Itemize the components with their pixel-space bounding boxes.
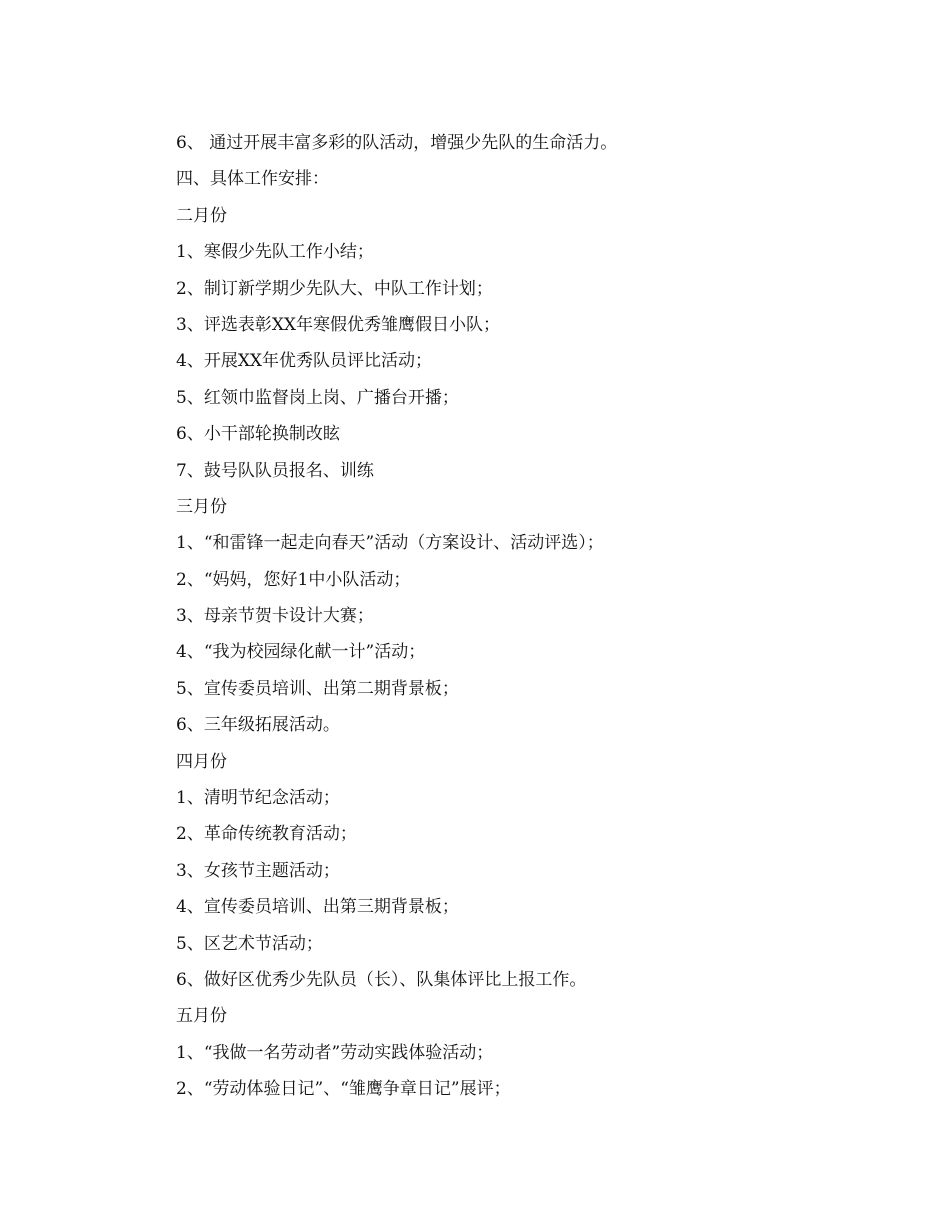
section-heading-schedule: 四、具体工作安排： [176,169,329,190]
list-item: 2、革命传统教育活动； [176,824,357,845]
list-item: 5、区艺术节活动； [176,933,323,954]
list-item: 2、制订新学期少先队大、中队工作计划； [176,278,493,299]
list-item: 3、评选表彰XX年寒假优秀雏鹰假日小队； [176,314,501,335]
list-item: 4、“我为校园绿化献一计”活动； [176,642,426,663]
list-item-goal-6: 6、 通过开展丰富多彩的队活动，增强少先队的生命活力。 [176,133,618,153]
list-item: 2、“劳动体验日记”、“雏鹰争章日记”展评； [176,1079,511,1100]
list-item: 1、“我做一名劳动者”劳动实践体验活动； [176,1042,494,1063]
list-item: 5、红领巾监督岗上岗、广播台开播； [176,387,459,408]
list-item: 6、三年级拓展活动。 [176,715,340,736]
list-item: 3、女孩节主题活动； [176,860,340,881]
list-item: 1、清明节纪念活动； [176,788,340,809]
list-item: 1、“和雷锋一起走向春天”活动（方案设计、活动评选）； [176,533,604,554]
document-body [176,125,876,1108]
list-item: 4、开展XX年优秀队员评比活动； [176,351,433,372]
list-item: 3、母亲节贺卡设计大赛； [176,606,374,627]
list-item: 5、宣传委员培训、出第二期背景板； [176,678,459,699]
list-item: 7、鼓号队队员报名、训练 [176,460,374,481]
month-heading-february: 二月份 [176,205,227,226]
list-item: 6、做好区优秀少先队员（长）、队集体评比上报工作。 [176,969,587,990]
month-heading-march: 三月份 [176,496,227,517]
list-item: 6、小干部轮换制改眩 [176,424,340,445]
list-item: 2、“妈妈，您好1中小队活动； [176,569,411,590]
month-heading-may: 五月份 [176,1006,227,1027]
list-item: 4、宣传委员培训、出第三期背景板； [176,897,459,918]
month-heading-april: 四月份 [176,751,227,772]
list-item: 1、寒假少先队工作小结； [176,242,374,263]
